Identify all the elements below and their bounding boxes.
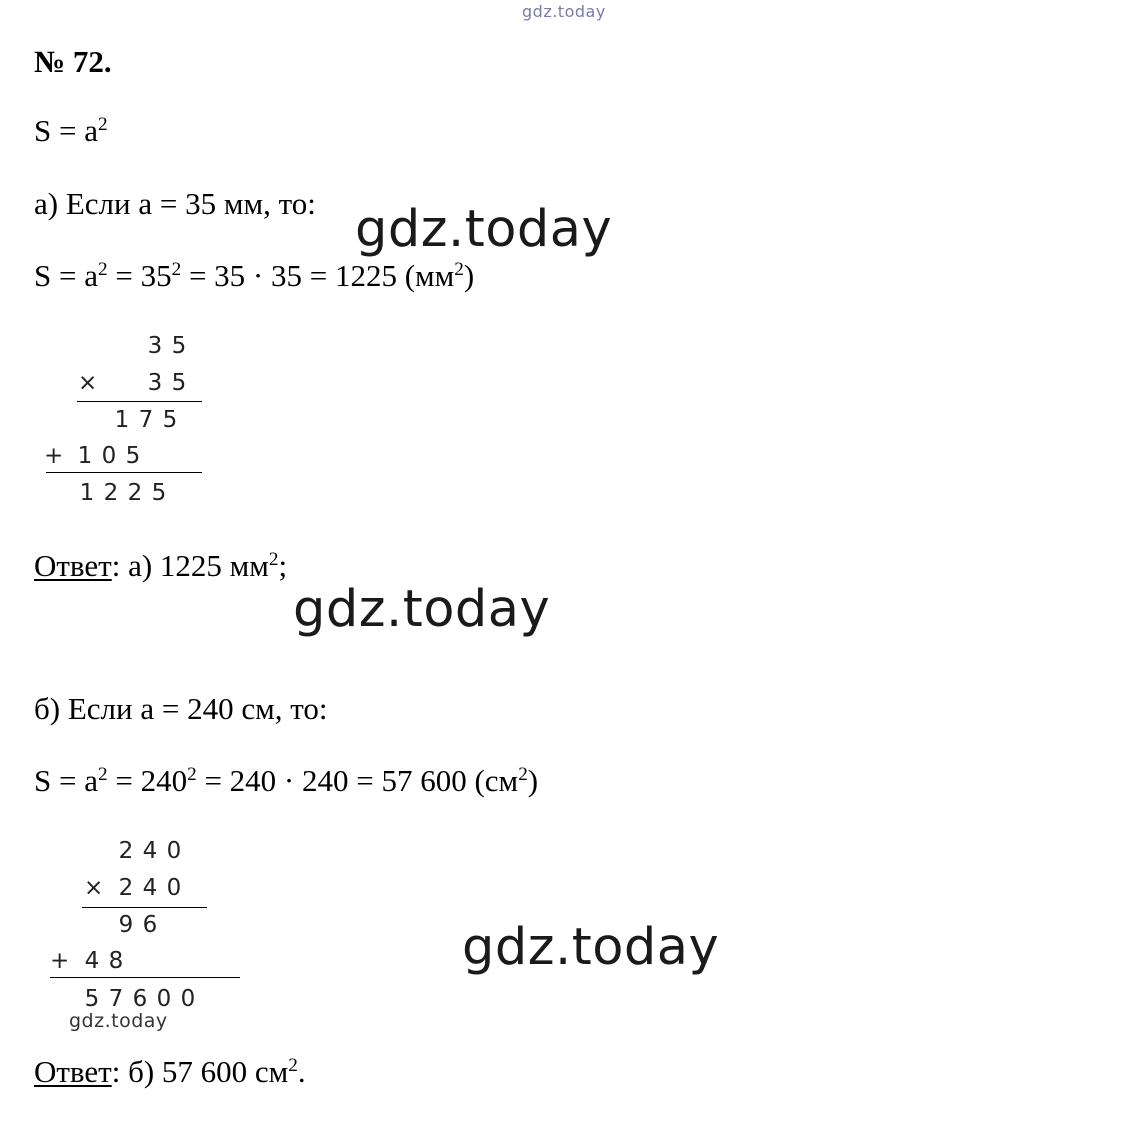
digit: 1 — [79, 480, 95, 506]
digit: 0 — [166, 838, 182, 864]
calc-b-row-4 — [80, 950, 128, 973]
digit: 2 — [127, 480, 143, 506]
digit: 3 — [147, 333, 163, 359]
answer-b-end: . — [297, 1054, 306, 1089]
digit: 7 — [138, 407, 154, 433]
digit: 5 — [171, 370, 187, 396]
digit: 0 — [166, 875, 182, 901]
part-b-answer — [34, 1056, 306, 1087]
eq-b-text-1: S = a — [34, 763, 98, 798]
eq-b-sup-2: 2 — [187, 764, 197, 786]
calc-b-row-5 — [80, 988, 200, 1011]
digit: 5 — [151, 480, 167, 506]
digit: 5 — [171, 333, 187, 359]
calc-a-row-1 — [143, 335, 191, 358]
digit: 4 — [84, 948, 100, 974]
calc-a-add-sign: + — [44, 443, 64, 469]
digit: 8 — [108, 948, 124, 974]
eq-b-sup-3: 2 — [518, 764, 528, 786]
answer-a-end: ; — [278, 548, 288, 583]
watermark-top: gdz.today — [522, 2, 606, 21]
calc-a-line-1 — [77, 401, 202, 402]
calc-a-row-5 — [75, 482, 171, 505]
problem-title: № 72. — [34, 44, 112, 79]
calc-b-line-1 — [82, 907, 207, 908]
digit: 3 — [147, 370, 163, 396]
eq-a-sup-3: 2 — [454, 259, 464, 281]
eq-a-text-4: ) — [463, 258, 475, 293]
answer-b-text: : б) 57 600 см — [111, 1054, 289, 1089]
answer-b-sup: 2 — [288, 1055, 298, 1077]
part-b-condition: б) Если a = 240 см, то: — [34, 691, 328, 726]
area-formula — [34, 115, 108, 146]
eq-a-sup-1: 2 — [97, 259, 108, 281]
digit: 0 — [180, 986, 196, 1012]
part-b-equation — [34, 765, 538, 796]
calc-b-row-3 — [114, 914, 162, 937]
digit: 5 — [162, 407, 178, 433]
watermark-small: gdz.today — [69, 1010, 168, 1032]
digit: 1 — [77, 443, 93, 469]
digit: 0 — [156, 986, 172, 1012]
formula-exp: 2 — [97, 114, 108, 136]
digit: 4 — [142, 875, 158, 901]
watermark-2: gdz.today — [293, 580, 551, 639]
digit: 7 — [108, 986, 124, 1012]
digit: 5 — [84, 986, 100, 1012]
digit: 1 — [114, 407, 130, 433]
digit: 6 — [142, 912, 158, 938]
calc-a-row-2 — [143, 372, 191, 395]
calc-a-mul-sign: × — [78, 370, 98, 396]
answer-b-label: Ответ — [34, 1054, 112, 1089]
part-a-answer — [34, 550, 287, 581]
eq-b-sup-1: 2 — [97, 764, 108, 786]
digit: 2 — [118, 875, 134, 901]
digit: 0 — [101, 443, 117, 469]
calc-b-mul-sign: × — [84, 875, 104, 901]
eq-b-text-2: = 240 — [107, 763, 188, 798]
digit: 9 — [118, 912, 134, 938]
eq-a-text-1: S = a — [34, 258, 98, 293]
calc-b-add-sign: + — [50, 948, 70, 974]
formula-base: S = a — [34, 113, 98, 148]
part-a-equation — [34, 260, 474, 291]
digit: 2 — [103, 480, 119, 506]
eq-a-sup-2: 2 — [171, 259, 182, 281]
calc-b-row-1 — [114, 840, 186, 863]
calc-b-row-2 — [114, 877, 186, 900]
digit: 5 — [125, 443, 141, 469]
eq-a-text-2: = 35 — [107, 258, 172, 293]
eq-a-text-3: = 35 · 35 = 1225 (мм — [181, 258, 455, 293]
calc-a-row-4 — [73, 445, 145, 468]
watermark-1: gdz.today — [355, 200, 613, 259]
eq-b-text-3: = 240 · 240 = 57 600 (см — [196, 763, 519, 798]
digit: 2 — [118, 838, 134, 864]
digit: 4 — [142, 838, 158, 864]
answer-a-text: : а) 1225 мм — [111, 548, 269, 583]
digit: 6 — [132, 986, 148, 1012]
answer-a-label: Ответ — [34, 548, 112, 583]
watermark-3: gdz.today — [462, 918, 720, 977]
answer-a-sup: 2 — [268, 549, 279, 571]
eq-b-text-4: ) — [527, 763, 539, 798]
calc-a-line-2 — [46, 472, 202, 473]
calc-a-row-3 — [110, 409, 182, 432]
part-a-condition: а) Если a = 35 мм, то: — [34, 186, 316, 221]
calc-b-line-2 — [50, 977, 240, 978]
